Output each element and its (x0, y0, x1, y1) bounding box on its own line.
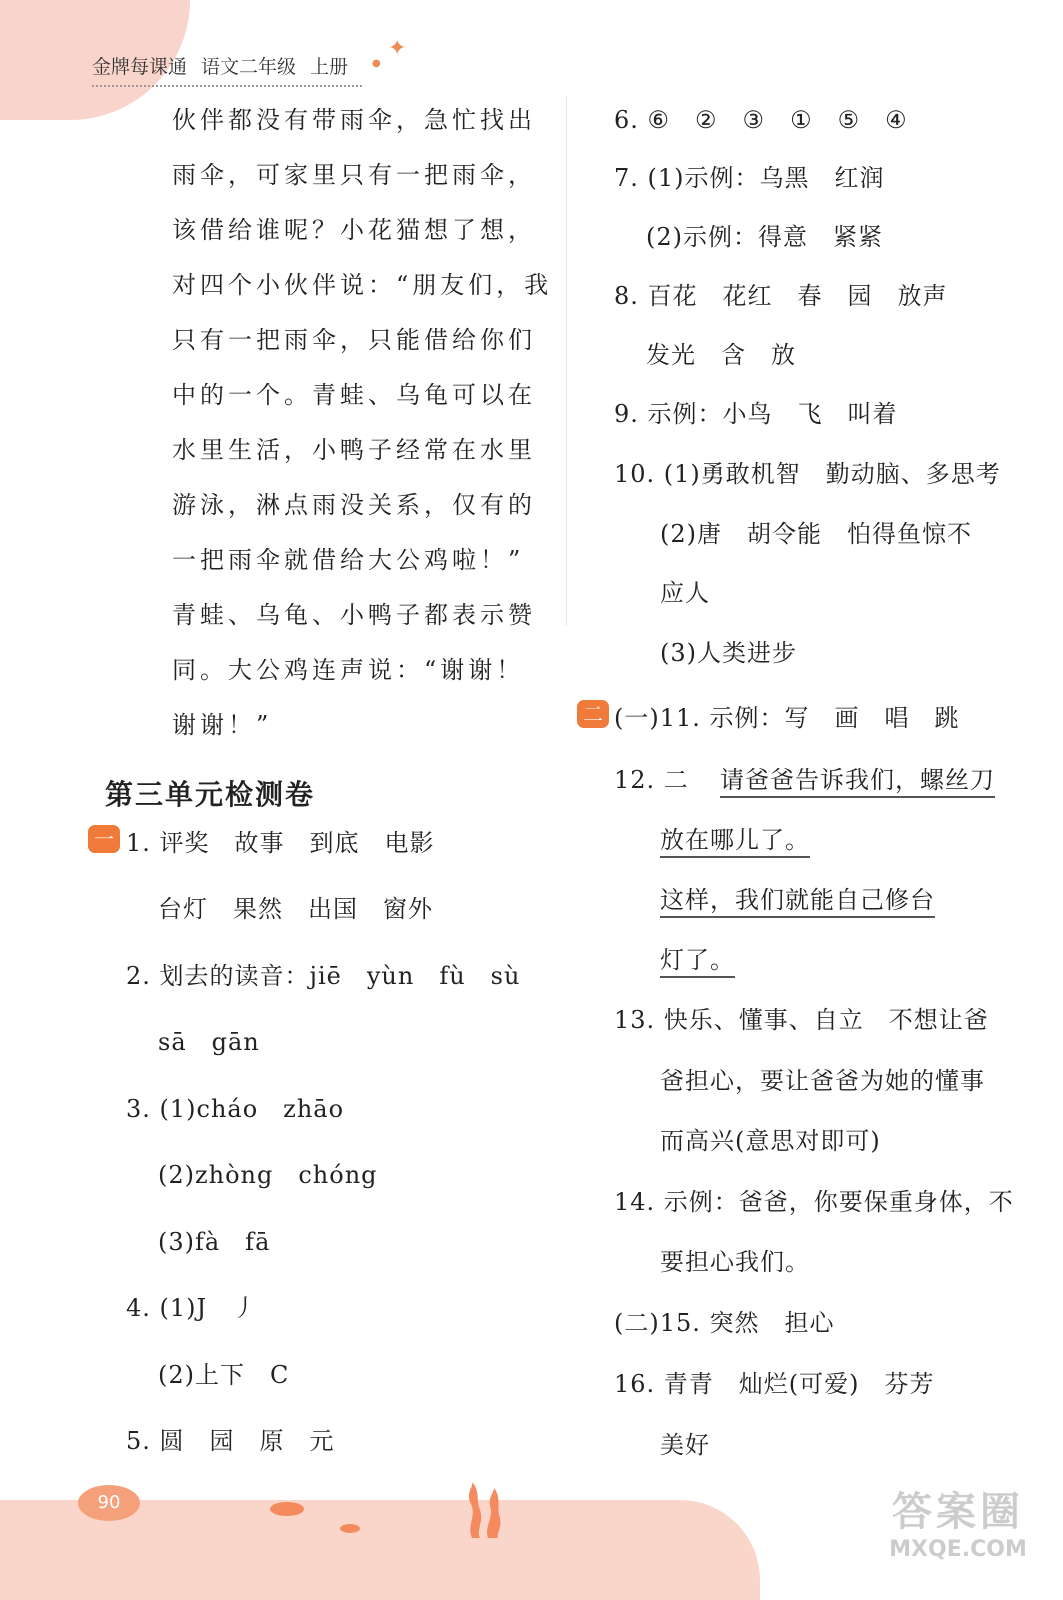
answer-line: 6. ⑥ ② ③ ① ⑤ ④ (614, 106, 908, 134)
para-line: 水里生活，小鸭子经常在水里 (172, 436, 536, 464)
answer-line: 9. 示例：小鸟 飞 叫着 (614, 400, 898, 428)
underlined-text: 灯了。 (660, 946, 735, 978)
para-line: 一把雨伞就借给大公鸡啦！” (172, 546, 525, 574)
answer-line: 要担心我们。 (660, 1248, 810, 1276)
answer-line: 台灯 果然 出国 窗外 (158, 895, 433, 923)
answer-line: 爸担心，要让爸爸为她的懂事 (660, 1067, 985, 1095)
answer-line: 而高兴(意思对即可) (660, 1127, 881, 1155)
fish-icon (340, 1524, 360, 1533)
answer-line: 16. 青青 灿烂(可爱) 芬芳 (614, 1370, 935, 1398)
answer-line: 8. 百花 花红 春 园 放声 (614, 282, 948, 310)
underlined-answer (660, 880, 935, 915)
underlined-text: 请爸爸告诉我们，螺丝刀 (720, 766, 995, 798)
sparkle-icon: ✦ (388, 36, 407, 61)
underlined-text: 这样，我们就能自己修台 (660, 886, 935, 918)
answer-line: 10. (1)勇敢机智 勤动脑、多思考 (614, 460, 1001, 488)
watermark-url: MXQE.COM (889, 1537, 1027, 1562)
para-line: 伙伴都没有带雨伞，急忙找出 (172, 106, 536, 134)
answer-line: (一)11. 示例：写 画 唱 跳 (614, 704, 960, 732)
column-divider (566, 96, 567, 626)
answer-line: sā gān (158, 1028, 260, 1056)
answer-line: (2)唐 胡令能 怕得鱼惊不 (660, 520, 972, 548)
para-line: 中的一个。青蛙、乌龟可以在 (172, 381, 536, 409)
answer-line: (2)上下 C (158, 1361, 290, 1389)
watermark-text: 答案圈 (892, 1489, 1024, 1535)
page-number: 90 (78, 1485, 140, 1521)
answer-line: 14. 示例：爸爸，你要保重身体，不 (614, 1188, 1014, 1216)
answer-line: 7. (1)示例：乌黑 红润 (614, 164, 885, 192)
answer-line: 发光 含 放 (646, 341, 796, 369)
section-two-badge: 二 (577, 700, 609, 728)
answer-line: 5. 圆 园 原 元 (126, 1427, 335, 1455)
para-line: 该借给谁呢？小花猫想了想， (172, 216, 536, 244)
volume-name: 上册 (310, 56, 349, 78)
underlined-answer (660, 820, 810, 855)
answer-line: 2. 划去的读音：jiē yùn fù sù (126, 962, 521, 990)
para-line: 青蛙、乌龟、小鸭子都表示赞 (172, 601, 536, 629)
answer-line: 1. 评奖 故事 到底 电影 (126, 829, 435, 857)
seaweed-icon (462, 1480, 506, 1540)
answer-line: 12. 二 (614, 766, 689, 794)
underlined-answer (660, 940, 735, 975)
subject-name: 语文二年级 (201, 56, 297, 78)
watermark-logo (868, 1480, 1048, 1570)
answer-line: 3. (1)cháo zhāo (126, 1095, 345, 1123)
section-one-badge: 一 (88, 825, 120, 853)
answer-line: (二)15. 突然 担心 (614, 1309, 835, 1337)
page-footer (0, 1480, 1063, 1600)
unit-title: 第三单元检测卷 (105, 778, 316, 811)
answer-line: 13. 快乐、懂事、自立 不想让爸 (614, 1006, 989, 1034)
answer-line: 美好 (660, 1431, 710, 1459)
underlined-answer (720, 760, 995, 795)
para-line: 游泳，淋点雨没关系，仅有的 (172, 491, 536, 519)
underlined-text: 放在哪儿了。 (660, 826, 810, 858)
para-line: 谢谢！” (172, 711, 273, 739)
running-header (92, 52, 362, 87)
para-line: 只有一把雨伞，只能借给你们 (172, 326, 536, 354)
para-line: 对四个小伙伴说：“朋友们，我 (172, 271, 553, 299)
dot-icon: ● (372, 58, 381, 69)
answer-line: (2)zhòng chóng (158, 1161, 378, 1189)
para-line: 雨伞，可家里只有一把雨伞， (172, 161, 536, 189)
answer-line: 应人 (660, 579, 710, 607)
answer-line: 4. (1)J 丿 (126, 1294, 258, 1322)
answer-line: (3)fà fā (158, 1228, 271, 1256)
answer-line: (3)人类进步 (660, 639, 797, 667)
para-line: 同。大公鸡连声说：“谢谢！ (172, 656, 525, 684)
answer-line: (2)示例：得意 紧紧 (646, 223, 883, 251)
fish-icon (270, 1502, 304, 1516)
book-name: 金牌每课通 (92, 56, 188, 78)
